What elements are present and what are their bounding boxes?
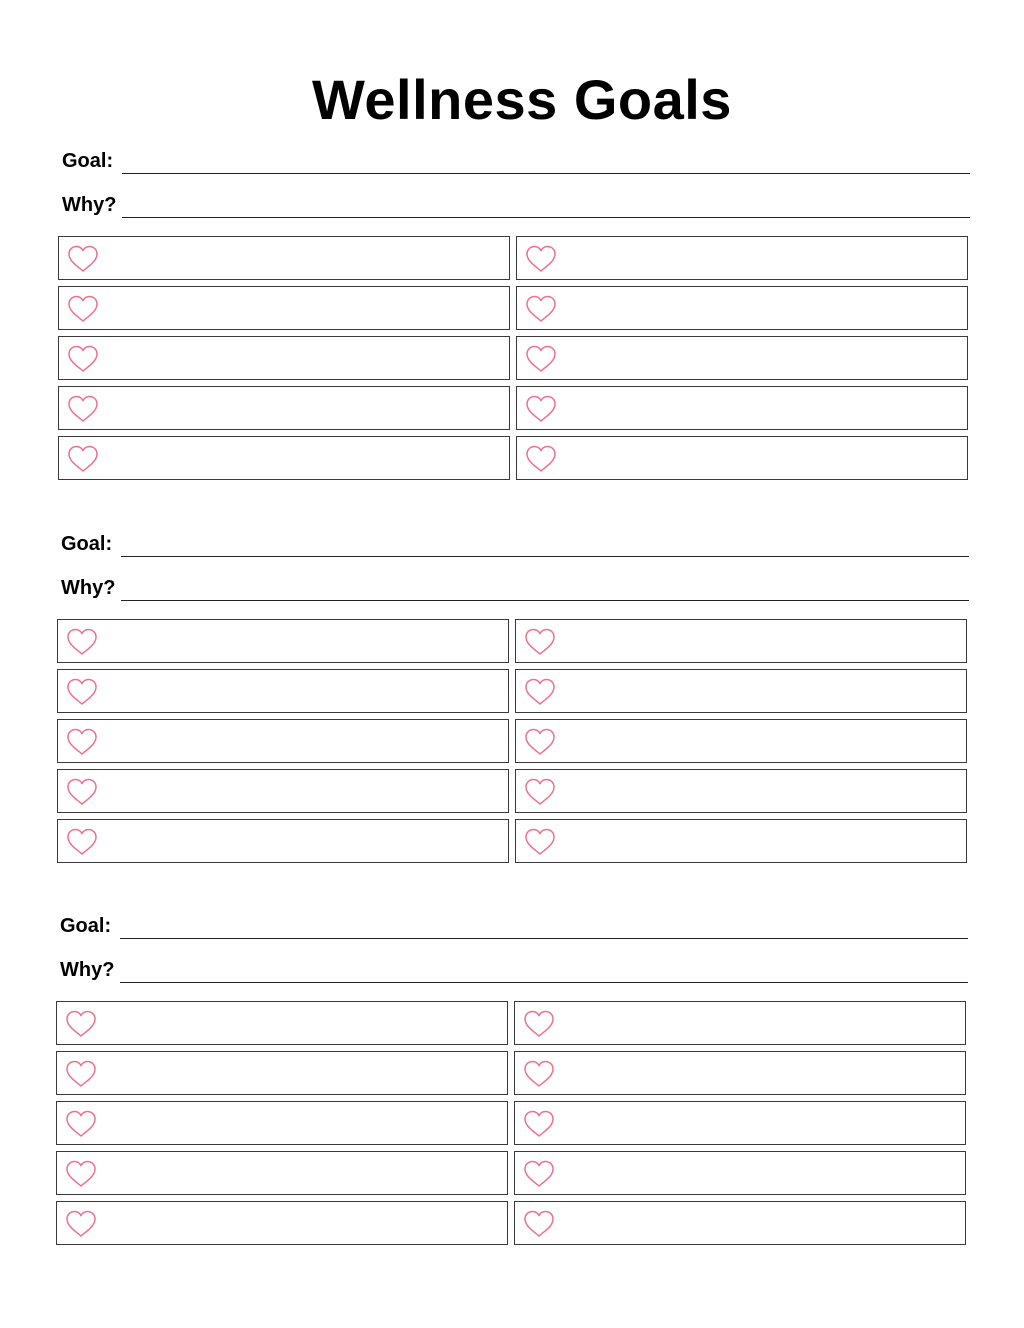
goal-section-1 [58, 148, 970, 236]
heart-outline-icon [525, 295, 557, 323]
checklist-box[interactable] [57, 719, 509, 763]
goal-label: Goal: [60, 915, 112, 937]
why-label: Why? [60, 959, 115, 981]
heart-outline-icon [523, 1210, 555, 1238]
checklist-box[interactable] [56, 1001, 508, 1045]
heart-outline-icon [65, 1160, 97, 1188]
goal-input-line[interactable] [122, 173, 970, 174]
checklist-box[interactable] [58, 386, 510, 430]
checklist-box[interactable] [516, 336, 968, 380]
checklist-box[interactable] [515, 619, 967, 663]
checklist-box[interactable] [515, 669, 967, 713]
why-label: Why? [62, 194, 117, 216]
why-input-line[interactable] [120, 982, 968, 983]
checklist-box[interactable] [57, 819, 509, 863]
heart-outline-icon [524, 778, 556, 806]
heart-outline-icon [66, 728, 98, 756]
checklist-box[interactable] [56, 1051, 508, 1095]
heart-outline-icon [66, 828, 98, 856]
checklist-box[interactable] [516, 286, 968, 330]
heart-outline-icon [65, 1110, 97, 1138]
goal-input-line[interactable] [121, 556, 969, 557]
checklist-box[interactable] [57, 669, 509, 713]
why-row [56, 957, 968, 1001]
heart-outline-icon [67, 395, 99, 423]
why-input-line[interactable] [122, 217, 970, 218]
heart-outline-icon [67, 295, 99, 323]
why-label: Why? [61, 577, 116, 599]
checklist-grid [56, 1001, 968, 1245]
heart-outline-icon [524, 628, 556, 656]
heart-outline-icon [525, 345, 557, 373]
checklist-box[interactable] [57, 769, 509, 813]
checklist-box[interactable] [515, 719, 967, 763]
checklist-box[interactable] [514, 1101, 966, 1145]
why-input-line[interactable] [121, 600, 969, 601]
checklist-box[interactable] [514, 1051, 966, 1095]
goal-section-2 [57, 531, 969, 619]
heart-outline-icon [65, 1210, 97, 1238]
goal-input-line[interactable] [120, 938, 968, 939]
checklist-box[interactable] [514, 1151, 966, 1195]
why-row [58, 192, 970, 236]
checklist-box[interactable] [56, 1151, 508, 1195]
checklist-box[interactable] [58, 286, 510, 330]
page-title: Wellness Goals [312, 68, 732, 131]
checklist-grid [57, 619, 969, 863]
checklist-box[interactable] [514, 1001, 966, 1045]
heart-outline-icon [523, 1110, 555, 1138]
checklist-box[interactable] [58, 436, 510, 480]
goal-row [58, 148, 970, 192]
heart-outline-icon [524, 678, 556, 706]
heart-outline-icon [66, 628, 98, 656]
heart-outline-icon [524, 728, 556, 756]
heart-outline-icon [67, 445, 99, 473]
heart-outline-icon [523, 1160, 555, 1188]
checklist-box[interactable] [515, 769, 967, 813]
heart-outline-icon [525, 245, 557, 273]
goal-row [57, 531, 969, 575]
checklist-box[interactable] [56, 1101, 508, 1145]
heart-outline-icon [66, 778, 98, 806]
why-row [57, 575, 969, 619]
heart-outline-icon [523, 1010, 555, 1038]
heart-outline-icon [65, 1060, 97, 1088]
goal-section-3 [56, 913, 968, 1001]
checklist-box[interactable] [57, 619, 509, 663]
heart-outline-icon [525, 395, 557, 423]
heart-outline-icon [67, 245, 99, 273]
heart-outline-icon [523, 1060, 555, 1088]
heart-outline-icon [66, 678, 98, 706]
goal-label: Goal: [62, 150, 114, 172]
checklist-box[interactable] [514, 1201, 966, 1245]
checklist-box[interactable] [516, 436, 968, 480]
goal-row [56, 913, 968, 957]
goal-label: Goal: [61, 533, 113, 555]
checklist-grid [58, 236, 970, 480]
checklist-box[interactable] [58, 236, 510, 280]
heart-outline-icon [524, 828, 556, 856]
checklist-box[interactable] [516, 386, 968, 430]
checklist-box[interactable] [515, 819, 967, 863]
checklist-box[interactable] [56, 1201, 508, 1245]
checklist-box[interactable] [516, 236, 968, 280]
checklist-box[interactable] [58, 336, 510, 380]
heart-outline-icon [65, 1010, 97, 1038]
heart-outline-icon [67, 345, 99, 373]
heart-outline-icon [525, 445, 557, 473]
